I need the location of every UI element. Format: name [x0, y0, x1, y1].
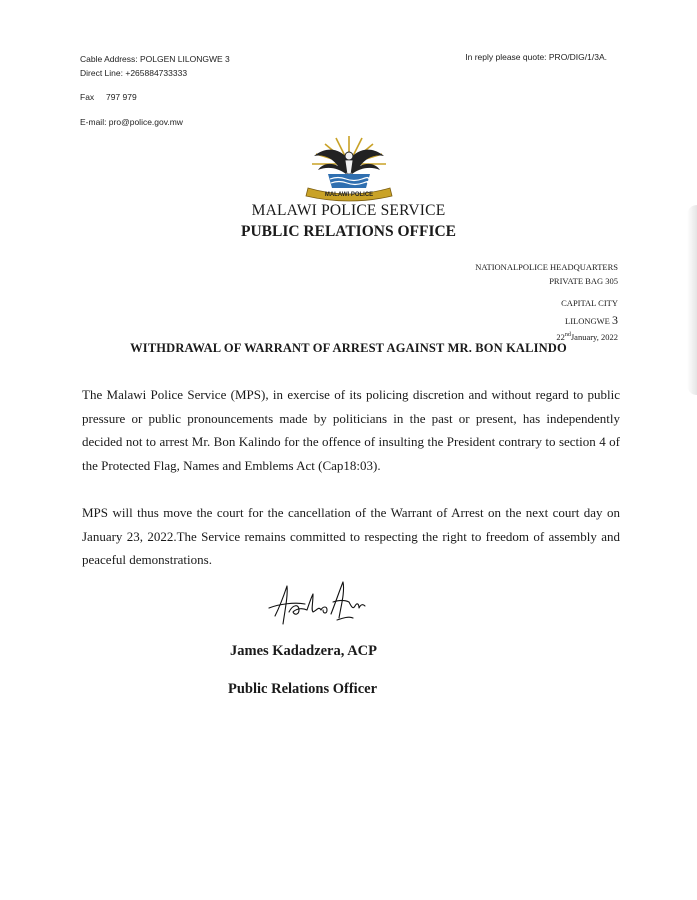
- address-line-1: NATIONALPOLICE HEADQUARTERS: [475, 262, 618, 272]
- address-line-2: PRIVATE BAG 305: [549, 276, 618, 286]
- address-city-number: 3: [612, 313, 618, 327]
- address-line-3: CAPITAL CITY: [561, 298, 618, 308]
- reply-reference: In reply please quote: PRO/DIG/1/3A.: [465, 52, 607, 62]
- fax-number: Fax 797 979: [80, 92, 137, 102]
- email-address: E-mail: pro@police.gov.mw: [80, 117, 183, 127]
- cable-address: Cable Address: POLGEN LILONGWE 3: [80, 54, 230, 64]
- signatory-name: James Kadadzera, ACP: [230, 643, 377, 659]
- date-rest: January, 2022: [570, 331, 618, 342]
- body-paragraph-2: MPS will thus move the court for the cancellation of the Warrant of Arrest on the next court day on January 23, 2022.The Service remains committed to respecting the right to freedom of assembly and peaceful demonstrations.: [82, 505, 620, 567]
- handwritten-signature: [265, 574, 380, 634]
- organization-name: MALAWI POLICE SERVICE: [251, 202, 446, 219]
- postal-address: [475, 260, 618, 344]
- crest-motto: MALAWI POLICE: [324, 192, 374, 198]
- body-paragraph-1: The Malawi Police Service (MPS), in exercise of its policing discretion and without regard to public pressure or public pronouncements made by politicians in the past or present, has independently decided not to arrest Mr. Bon Kalindo for the offence of insulting the President contrary to section 4 of the Protected Flag, Names and Emblems Act (Cap18:03).: [82, 387, 620, 473]
- document-title: WITHDRAWAL OF WARRANT OF ARREST AGAINST MR. BON KALINDO: [130, 341, 567, 355]
- direct-line: Direct Line: +265884733333: [80, 68, 188, 78]
- address-line-4: [475, 313, 618, 328]
- malawi-police-crest-icon: [300, 134, 398, 202]
- address-city: LILONGWE: [565, 316, 612, 326]
- date-suffix: nd: [564, 332, 571, 338]
- date-day: 22: [556, 331, 565, 342]
- office-name: PUBLIC RELATIONS OFFICE: [240, 223, 457, 240]
- contact-block: [80, 52, 230, 80]
- signatory-title: Public Relations Officer: [228, 681, 378, 697]
